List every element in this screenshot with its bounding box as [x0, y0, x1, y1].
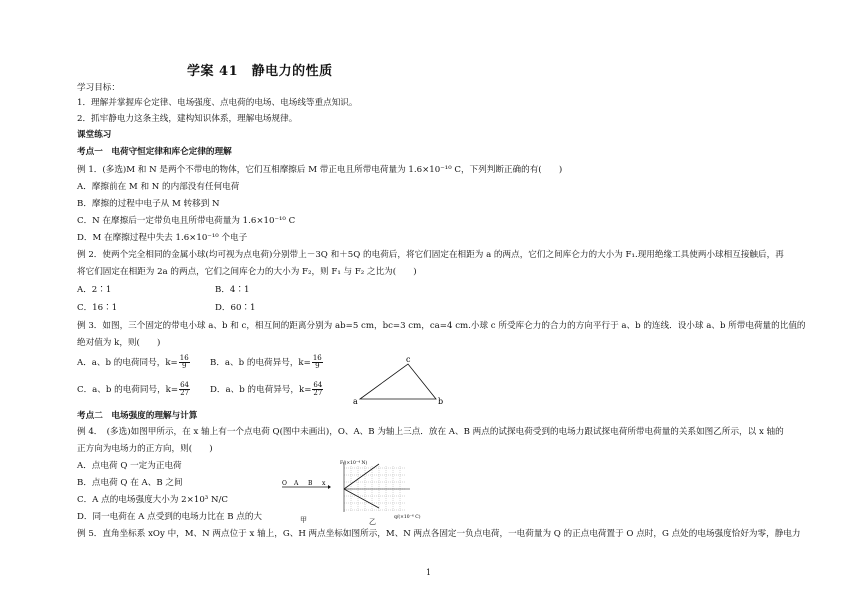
example-4-option-b: B．点电荷 Q 在 A、B 之间	[77, 478, 183, 488]
triangle-figure	[350, 352, 450, 407]
page-number: 1	[426, 568, 432, 577]
figure-yi-caption: 乙	[369, 518, 376, 526]
example-2-option-c: C．16∶1	[77, 303, 118, 313]
example-1-option-d: D．M 在摩擦过程中失去 1.6×10⁻¹⁰ 个电子	[77, 233, 248, 243]
example-1-stem: 例 1．(多选)M 和 N 是两个不带电的物体，它们互相摩擦后 M 带正电且所带电荷量为 1.6×10⁻¹⁰ C，下列判断正确的有( )	[77, 165, 563, 175]
line-b	[344, 489, 379, 508]
section-heading: 课堂练习	[77, 130, 112, 140]
graph-ylabel: F/(×10⁻⁴ N)	[340, 461, 368, 466]
example-3-option-a: A．a、b 的电荷同号，k= $\frac{16}{9}$	[77, 354, 189, 370]
topic-1-heading: 考点一 电荷守恒定律和库仑定律的理解	[77, 147, 232, 157]
label-x: x	[322, 480, 326, 487]
example-2-option-d: D．60∶1	[215, 303, 256, 313]
example-4-option-d: D．同一电荷在 A 点受到的电场力比在 B 点的大	[77, 512, 263, 522]
topic-2-heading: 考点二 电场强度的理解与计算	[77, 411, 198, 421]
example-4-line-2: 正方向为电场力的正方向，则( )	[77, 444, 213, 454]
graph-xlabel: q/(×10⁻⁶ C)	[394, 515, 421, 520]
label-b: b	[438, 397, 444, 406]
example-2-option-b: B．4∶1	[215, 285, 250, 295]
example-4-option-c: C．A 点的电场强度大小为 2×10³ N/C	[77, 495, 228, 505]
example-1-option-b: B．摩擦的过程中电子从 M 转移到 N	[77, 199, 220, 209]
example-3-line-1: 例 3．如图，三个固定的带电小球 a、b 和 c，相互间的距离分别为 ab=5 cm，bc=3 cm，ca=4 cm.小球 c 所受库仑力的合力的方向平行于 a、b 的连线．设小球 a、b 所带电荷量的比值的	[77, 321, 806, 331]
example-3-option-c: C．a、b 的电荷同号，k= $\frac{64}{27}$	[77, 381, 190, 397]
example-1-option-c: C．N 在摩擦后一定带负电且所带电荷量为 1.6×10⁻¹⁰ C	[77, 216, 296, 226]
label-b-point: B	[308, 480, 313, 487]
goals-heading: 学习目标：	[77, 83, 120, 93]
label-o: O	[282, 480, 287, 487]
example-3-line-2: 绝对值为 k，则( )	[77, 338, 161, 348]
label-c: c	[406, 355, 411, 364]
x-axis-arrow	[328, 485, 331, 489]
page-title: 学案 41 静电力的性质	[187, 64, 333, 79]
triangle-abc	[360, 364, 436, 399]
example-2-line-2: 将它们固定在相距为 2a 的两点，它们之间库仑力的大小为 F₂，则 F₁ 与 F₂ 之比为( )	[77, 267, 417, 277]
example-3-option-d: D．a、b 的电荷异号，k= $\frac{64}{27}$	[210, 381, 323, 397]
label-a: a	[353, 397, 358, 406]
goal-2: 2．抓牢静电力这条主线，建构知识体系，理解电场规律。	[77, 114, 298, 124]
label-a-point: A	[294, 480, 299, 487]
example-2-line-1: 例 2．使两个完全相同的金属小球(均可视为点电荷)分别带上－3Q 和＋5Q 的电荷后，将它们固定在相距为 a 的两点，它们之间库仑力的大小为 F₁.现用绝缘工具使两小球相互接触后，再	[77, 250, 784, 260]
figure-jia-axis	[280, 478, 332, 494]
figure-jia-caption: 甲	[300, 516, 307, 524]
fraction-a: $\frac{16}{9}$	[179, 354, 189, 370]
example-4-option-a: A．点电荷 Q 一定为正电荷	[77, 461, 182, 471]
fraction-b: $\frac{16}{9}$	[312, 354, 322, 370]
example-1-option-a: A．摩擦前在 M 和 N 的内部没有任何电荷	[77, 182, 240, 192]
goal-1: 1．理解并掌握库仑定律、电场强度、点电荷的电场、电场线等重点知识。	[77, 98, 358, 108]
fraction-d: $\frac{64}{27}$	[313, 381, 323, 397]
example-4-line-1: 例 4． (多选)如图甲所示，在 x 轴上有一个点电荷 Q(图中未画出)，O、A、B 为轴上三点．放在 A、B 两点的试探电荷受到的电场力跟试探电荷所带电荷量的关系如图乙所示，以 x 轴的	[77, 427, 784, 437]
fraction-c: $\frac{64}{27}$	[180, 381, 190, 397]
line-a	[344, 464, 379, 489]
example-5-line-1: 例 5．直角坐标系 xOy 中，M、N 两点位于 x 轴上，G、H 两点坐标如图所示，M、N 两点各固定一负点电荷，一电荷量为 Q 的正点电荷置于 O 点时，G 点处的电场强度恰好为零，静电力	[77, 529, 801, 539]
example-2-option-a: A．2∶1	[77, 285, 112, 295]
example-3-option-b: B．a、b 的电荷异号，k= $\frac{16}{9}$	[210, 354, 322, 370]
figure-yi-graph	[334, 458, 424, 520]
